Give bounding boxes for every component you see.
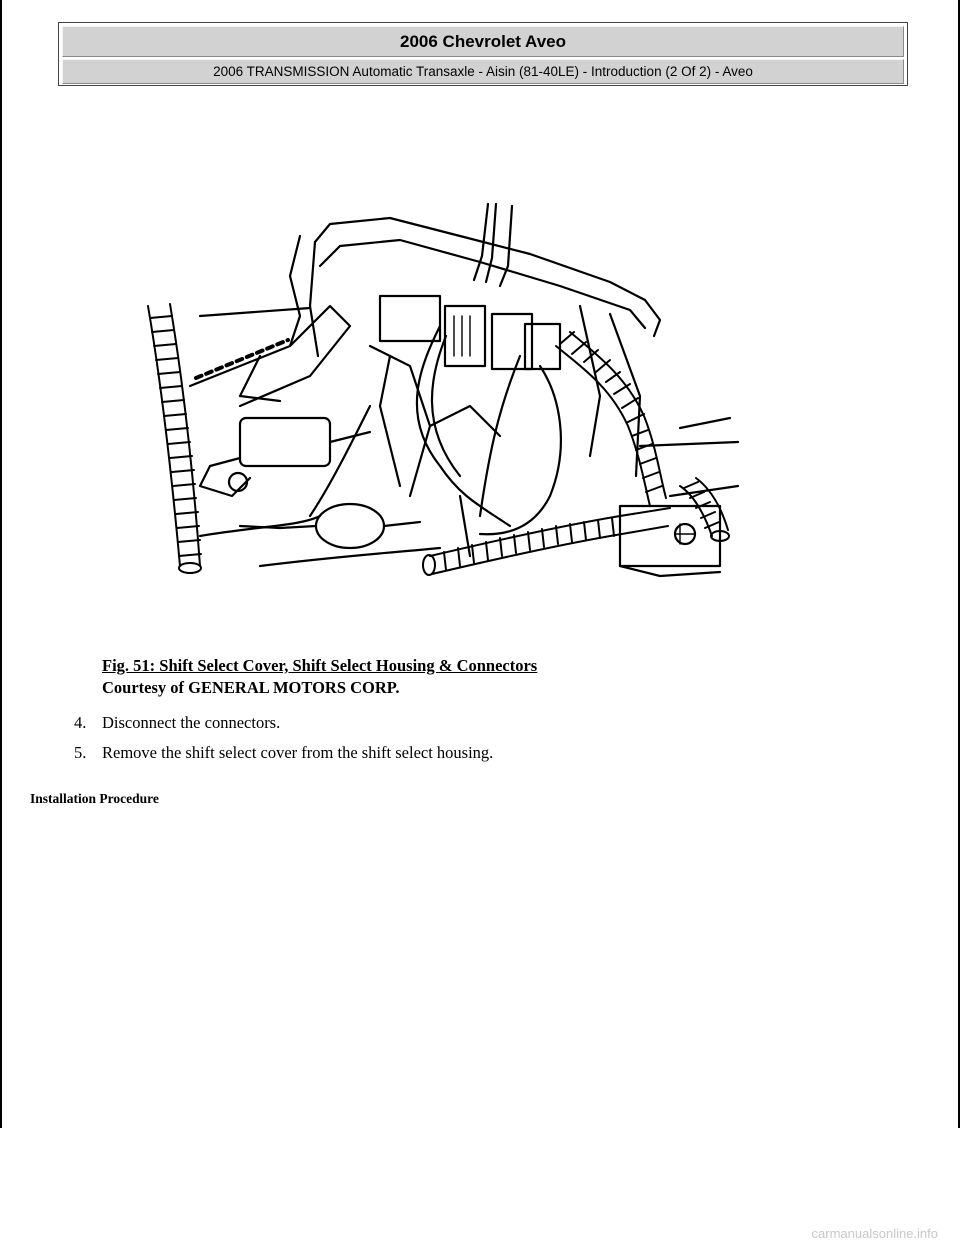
figure-courtesy: Courtesy of GENERAL MOTORS CORP. xyxy=(102,678,400,697)
step-item xyxy=(74,708,493,738)
installation-procedure-heading: Installation Procedure xyxy=(30,791,159,806)
step-item xyxy=(74,738,493,768)
document-title: 2006 Chevrolet Aveo xyxy=(62,26,904,57)
step-text: Disconnect the connectors. xyxy=(102,713,281,732)
document-subtitle: 2006 TRANSMISSION Automatic Transaxle - Aisin (81-40LE) - Introduction (2 Of 2) - Aveo xyxy=(62,59,904,84)
step-text: Remove the shift select cover from the shift select housing. xyxy=(102,743,494,762)
figure-caption[interactable]: Fig. 51: Shift Select Cover, Shift Select Housing & Connectors xyxy=(102,656,538,675)
page-border-left xyxy=(0,0,2,1128)
site-watermark: carmanualsonline.info xyxy=(811,1226,938,1241)
figure-caption-block xyxy=(102,655,537,699)
shift-select-housing-illustration xyxy=(140,196,740,586)
document-header xyxy=(58,22,908,86)
procedure-steps xyxy=(74,708,493,768)
step-number: 5. xyxy=(74,743,87,762)
page-footer xyxy=(0,1128,960,1242)
step-number: 4. xyxy=(74,713,87,732)
